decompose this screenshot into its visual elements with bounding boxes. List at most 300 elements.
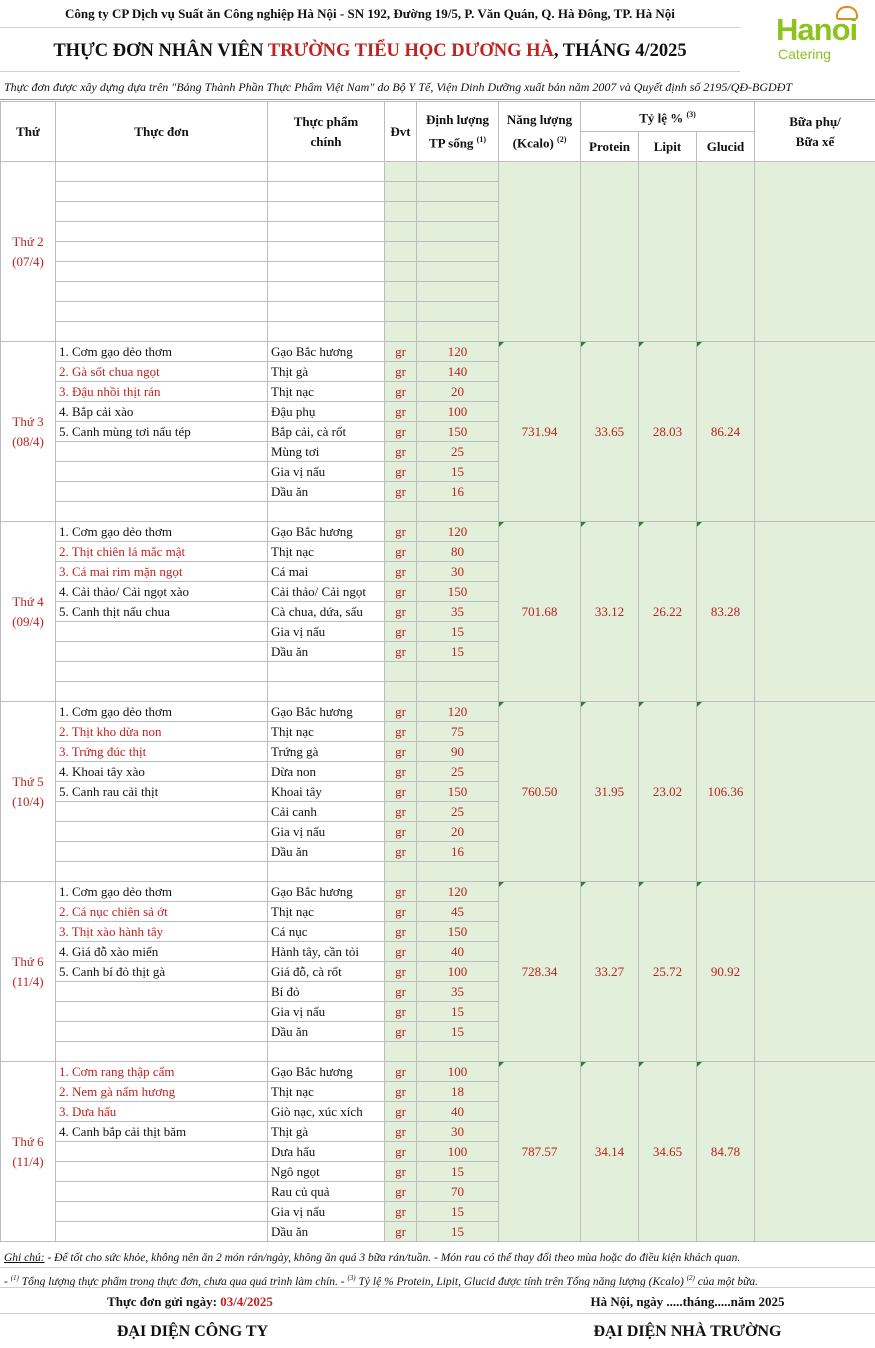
col-protein: Protein [581, 132, 639, 162]
col-thuc-pham-line1: Thực phẩm [293, 113, 359, 129]
food-cell: Thịt nạc [268, 1082, 385, 1102]
logo-subtext: Catering [778, 46, 831, 62]
dish-cell [56, 322, 268, 342]
unit-cell: gr [385, 482, 417, 502]
dish-cell: 4. Cải thảo/ Cải ngọt xào [56, 582, 268, 602]
dish-cell: 3. Dưa hấu [56, 1102, 268, 1122]
food-cell [268, 182, 385, 202]
energy-value: 760.50 [499, 702, 581, 882]
glucid-value: 83.28 [697, 522, 755, 702]
unit-cell: gr [385, 642, 417, 662]
day-cell [1, 1062, 56, 1242]
dish-cell [56, 842, 268, 862]
unit-cell: gr [385, 1202, 417, 1222]
dish-cell [56, 502, 268, 522]
day-date: (08/4) [12, 433, 44, 449]
dish-cell: 4. Canh bắp cải thịt băm [56, 1122, 268, 1142]
food-cell: Thịt nạc [268, 902, 385, 922]
unit-cell: gr [385, 1002, 417, 1022]
dish-cell: 3. Cá mai rim mặn ngọt [56, 562, 268, 582]
food-cell [268, 662, 385, 682]
quantity-cell: 120 [417, 342, 499, 362]
quantity-cell: 80 [417, 542, 499, 562]
unit-cell: gr [385, 822, 417, 842]
unit-cell [385, 862, 417, 882]
dish-cell: 2. Thịt kho dừa non [56, 722, 268, 742]
protein-value: 33.27 [581, 882, 639, 1062]
source-note: Thực đơn được xây dựng dựa trên "Bảng Thành Phần Thực Phẩm Việt Nam" do Bộ Y Tế, Viện Dinh Dưỡng xuất bản năm 2007 và Quyết định số 2195/QĐ-BGDĐT [0, 72, 875, 100]
col-thu: Thứ [1, 102, 56, 162]
col-glucid: Glucid [697, 132, 755, 162]
dish-cell [56, 1022, 268, 1042]
food-cell: Khoai tây [268, 782, 385, 802]
quantity-cell: 100 [417, 1062, 499, 1082]
quantity-cell: 16 [417, 482, 499, 502]
date-row [0, 1290, 875, 1314]
representatives-row [0, 1318, 875, 1346]
note-label: Ghi chú: [4, 1252, 45, 1264]
quantity-cell: 150 [417, 922, 499, 942]
quantity-cell [417, 162, 499, 182]
col-ty-le-sup: (3) [686, 109, 696, 119]
unit-cell [385, 182, 417, 202]
dish-cell: 5. Canh rau cải thịt [56, 782, 268, 802]
hanoi-catering-logo [760, 6, 870, 68]
day-cell [1, 162, 56, 342]
unit-cell [385, 202, 417, 222]
day-label: Thứ 3 [12, 413, 44, 429]
food-cell: Gia vị nấu [268, 622, 385, 642]
day-label: Thứ 5 [12, 773, 44, 789]
col-dinh-luong-line2: TP sống [428, 135, 474, 151]
unit-cell: gr [385, 722, 417, 742]
quantity-cell: 100 [417, 1142, 499, 1162]
quantity-cell: 140 [417, 362, 499, 382]
table-row [1, 702, 875, 722]
unit-cell: gr [385, 382, 417, 402]
unit-cell: gr [385, 622, 417, 642]
quantity-cell: 45 [417, 902, 499, 922]
unit-cell: gr [385, 1062, 417, 1082]
dish-cell: 1. Cơm gạo dẻo thơm [56, 882, 268, 902]
protein-value: 33.12 [581, 522, 639, 702]
food-cell: Cá nục [268, 922, 385, 942]
col-nang-luong-line1: Năng lượng [506, 111, 573, 127]
menu-table [0, 101, 875, 1242]
dish-cell [56, 442, 268, 462]
unit-cell [385, 682, 417, 702]
unit-cell: gr [385, 362, 417, 382]
food-cell: Thịt gà [268, 362, 385, 382]
col-dinh-luong-sup: (1) [476, 134, 486, 144]
lipit-value: 34.65 [639, 1062, 697, 1242]
col-nang-luong-sup: (2) [557, 134, 567, 144]
unit-cell: gr [385, 462, 417, 482]
unit-cell [385, 322, 417, 342]
quantity-cell: 40 [417, 942, 499, 962]
glucid-value: 90.92 [697, 882, 755, 1062]
dish-cell [56, 862, 268, 882]
unit-cell: gr [385, 342, 417, 362]
quantity-cell: 30 [417, 1122, 499, 1142]
dish-cell [56, 282, 268, 302]
dish-cell: 3. Trứng đúc thịt [56, 742, 268, 762]
food-cell: Giò nạc, xúc xích [268, 1102, 385, 1122]
quantity-cell [417, 242, 499, 262]
food-cell [268, 302, 385, 322]
note-text-2c: Tỷ lệ % Protein, Lipit, Glucid được tính trên Tổng năng lượng (Kcalo) [355, 1275, 687, 1288]
unit-cell [385, 662, 417, 682]
dish-cell: 4. Khoai tây xào [56, 762, 268, 782]
col-nang-luong [499, 102, 581, 162]
quantity-cell [417, 502, 499, 522]
food-cell [268, 242, 385, 262]
quantity-cell: 35 [417, 602, 499, 622]
quantity-cell [417, 282, 499, 302]
dish-cell [56, 802, 268, 822]
unit-cell: gr [385, 402, 417, 422]
quantity-cell [417, 222, 499, 242]
day-date: (09/4) [12, 613, 44, 629]
day-label: Thứ 4 [12, 593, 44, 609]
quantity-cell: 70 [417, 1182, 499, 1202]
unit-cell [385, 302, 417, 322]
day-cell [1, 522, 56, 702]
glucid-value: 84.78 [697, 1062, 755, 1242]
protein-value: 33.65 [581, 342, 639, 522]
unit-cell: gr [385, 1142, 417, 1162]
dish-cell: 1. Cơm rang thập cẩm [56, 1062, 268, 1082]
table-row [1, 1062, 875, 1082]
unit-cell: gr [385, 782, 417, 802]
food-cell: Cá mai [268, 562, 385, 582]
dish-cell: 2. Cá nục chiên sả ớt [56, 902, 268, 922]
logo-text: Hanoi [776, 12, 858, 47]
unit-cell [385, 242, 417, 262]
snack-cell [755, 162, 875, 342]
quantity-cell: 120 [417, 702, 499, 722]
quantity-cell: 25 [417, 762, 499, 782]
table-row [1, 342, 875, 362]
food-cell [268, 322, 385, 342]
food-cell: Rau củ quả [268, 1182, 385, 1202]
day-label: Thứ 2 [12, 233, 44, 249]
note-sup-1: (1) [10, 1274, 19, 1282]
unit-cell [385, 282, 417, 302]
day-date: (11/4) [12, 1153, 44, 1169]
quantity-cell: 150 [417, 782, 499, 802]
unit-cell: gr [385, 962, 417, 982]
food-cell: Gia vị nấu [268, 1202, 385, 1222]
quantity-cell: 120 [417, 522, 499, 542]
unit-cell: gr [385, 762, 417, 782]
dish-cell: 3. Thịt xào hành tây [56, 922, 268, 942]
food-cell: Mùng tơi [268, 442, 385, 462]
food-cell [268, 222, 385, 242]
col-nang-luong-line2: (Kcalo) [512, 135, 554, 151]
quantity-cell: 15 [417, 1002, 499, 1022]
page-title [0, 28, 740, 72]
dish-cell [56, 182, 268, 202]
quantity-cell [417, 322, 499, 342]
col-lipit: Lipit [639, 132, 697, 162]
note-text-1: - Để tốt cho sức khỏe, không nên ăn 2 món rán/ngày, không ăn quá 3 bữa rán/tuần. - Món rau có thể thay đổi theo mùa hoặc do điều kiện khách quan. [44, 1252, 741, 1264]
company-info: Công ty CP Dịch vụ Suất ăn Công nghiệp Hà Nội - SN 192, Đường 19/5, P. Văn Quán, Q. Hà Đông, TP. Hà Nội [0, 0, 740, 28]
quantity-cell: 100 [417, 962, 499, 982]
quantity-cell: 25 [417, 442, 499, 462]
day-date: (10/4) [12, 793, 44, 809]
dish-cell: 2. Thịt chiên lá mắc mật [56, 542, 268, 562]
snack-cell [755, 522, 875, 702]
food-cell: Ngô ngọt [268, 1162, 385, 1182]
unit-cell: gr [385, 562, 417, 582]
col-bua-phu [755, 102, 875, 162]
dish-cell: 5. Canh thịt nấu chua [56, 602, 268, 622]
quantity-cell: 35 [417, 982, 499, 1002]
snack-cell [755, 1062, 875, 1242]
quantity-cell [417, 1042, 499, 1062]
dish-cell [56, 202, 268, 222]
dish-cell: 5. Canh mùng tơi nấu tép [56, 422, 268, 442]
food-cell: Gạo Bắc hương [268, 522, 385, 542]
food-cell: Đậu phụ [268, 402, 385, 422]
quantity-cell: 18 [417, 1082, 499, 1102]
day-cell [1, 702, 56, 882]
food-cell: Dừa non [268, 762, 385, 782]
quantity-cell [417, 202, 499, 222]
lipit-value: 25.72 [639, 882, 697, 1062]
quantity-cell: 40 [417, 1102, 499, 1122]
dish-cell: 3. Đậu nhồi thịt rán [56, 382, 268, 402]
unit-cell [385, 1042, 417, 1062]
day-label: Thứ 6 [12, 953, 44, 969]
food-cell: Thịt nạc [268, 542, 385, 562]
sent-date [0, 1290, 380, 1314]
unit-cell: gr [385, 422, 417, 442]
col-thuc-pham [268, 102, 385, 162]
col-ty-le-label: Tỷ lệ % [639, 110, 684, 126]
food-cell: Gạo Bắc hương [268, 342, 385, 362]
food-cell: Gia vị nấu [268, 462, 385, 482]
day-date: (11/4) [12, 973, 44, 989]
quantity-cell: 15 [417, 1202, 499, 1222]
day-cell [1, 882, 56, 1062]
dish-cell [56, 242, 268, 262]
food-cell [268, 282, 385, 302]
dish-cell [56, 462, 268, 482]
glucid-value: 106.36 [697, 702, 755, 882]
unit-cell: gr [385, 582, 417, 602]
note-sup-3: (3) [347, 1274, 356, 1282]
unit-cell: gr [385, 902, 417, 922]
table-row [1, 162, 875, 182]
food-cell: Hành tây, cần tỏi [268, 942, 385, 962]
glucid-value: 86.24 [697, 342, 755, 522]
note-line-2 [0, 1268, 875, 1288]
food-cell: Dầu ăn [268, 482, 385, 502]
unit-cell: gr [385, 842, 417, 862]
dish-cell [56, 302, 268, 322]
unit-cell: gr [385, 742, 417, 762]
quantity-cell: 15 [417, 1022, 499, 1042]
dish-cell: 2. Nem gà nấm hương [56, 1082, 268, 1102]
dish-cell: 2. Gà sốt chua ngọt [56, 362, 268, 382]
unit-cell: gr [385, 982, 417, 1002]
dish-cell [56, 1222, 268, 1242]
food-cell: Dầu ăn [268, 842, 385, 862]
unit-cell: gr [385, 702, 417, 722]
quantity-cell [417, 302, 499, 322]
rep-school: ĐẠI DIỆN NHÀ TRƯỜNG [593, 1323, 782, 1340]
dish-cell [56, 982, 268, 1002]
energy-value: 728.34 [499, 882, 581, 1062]
protein-value [581, 162, 639, 342]
note-sup-2: (2) [686, 1274, 695, 1282]
food-cell: Dưa hấu [268, 1142, 385, 1162]
dish-cell [56, 1002, 268, 1022]
energy-value: 701.68 [499, 522, 581, 702]
food-cell: Cà chua, dứa, sấu [268, 602, 385, 622]
quantity-cell: 16 [417, 842, 499, 862]
food-cell [268, 202, 385, 222]
food-cell: Thịt nạc [268, 722, 385, 742]
quantity-cell: 150 [417, 422, 499, 442]
unit-cell: gr [385, 1182, 417, 1202]
table-row [1, 882, 875, 902]
food-cell [268, 502, 385, 522]
dish-cell [56, 662, 268, 682]
dish-cell [56, 482, 268, 502]
food-cell [268, 682, 385, 702]
lipit-value: 23.02 [639, 702, 697, 882]
day-cell [1, 342, 56, 522]
unit-cell: gr [385, 1022, 417, 1042]
food-cell: Dầu ăn [268, 642, 385, 662]
dish-cell [56, 162, 268, 182]
dish-cell [56, 262, 268, 282]
food-cell: Gạo Bắc hương [268, 702, 385, 722]
food-cell: Gạo Bắc hương [268, 1062, 385, 1082]
unit-cell: gr [385, 1122, 417, 1142]
snack-cell [755, 702, 875, 882]
unit-cell [385, 262, 417, 282]
quantity-cell: 120 [417, 882, 499, 902]
rep-company: ĐẠI DIỆN CÔNG TY [116, 1323, 269, 1340]
dish-cell [56, 822, 268, 842]
col-thuc-don: Thực đơn [56, 102, 268, 162]
dish-cell [56, 682, 268, 702]
unit-cell: gr [385, 522, 417, 542]
quantity-cell: 15 [417, 462, 499, 482]
food-cell: Dầu ăn [268, 1022, 385, 1042]
note-line-1 [0, 1248, 875, 1268]
lipit-value [639, 162, 697, 342]
sent-date-value: 03/4/2025 [220, 1294, 273, 1309]
col-bua-phu-line2: Bữa xế [795, 133, 835, 149]
dish-cell: 1. Cơm gạo dẻo thơm [56, 522, 268, 542]
lipit-value: 28.03 [639, 342, 697, 522]
food-cell: Bắp cải, cà rốt [268, 422, 385, 442]
food-cell: Gạo Bắc hương [268, 882, 385, 902]
col-thuc-pham-line2: chính [310, 133, 342, 149]
unit-cell: gr [385, 602, 417, 622]
food-cell: Gia vị nấu [268, 822, 385, 842]
title-school: TRƯỜNG TIỂU HỌC DƯƠNG HÀ [267, 41, 554, 61]
snack-cell [755, 882, 875, 1062]
quantity-cell: 15 [417, 622, 499, 642]
note-text-2d: của một bữa. [694, 1275, 758, 1288]
unit-cell: gr [385, 922, 417, 942]
food-cell: Cải canh [268, 802, 385, 822]
quantity-cell [417, 682, 499, 702]
day-date: (07/4) [12, 253, 44, 269]
place-date: Hà Nội, ngày .....tháng.....năm 2025 [590, 1294, 785, 1309]
quantity-cell: 15 [417, 1162, 499, 1182]
sent-label: Thực đơn gửi ngày: [107, 1294, 221, 1309]
title-suffix: , THÁNG 4/2025 [553, 41, 687, 61]
protein-value: 34.14 [581, 1062, 639, 1242]
col-bua-phu-line1: Bữa phụ/ [789, 113, 841, 129]
quantity-cell: 20 [417, 382, 499, 402]
dish-cell [56, 1162, 268, 1182]
unit-cell: gr [385, 1102, 417, 1122]
menu-body [1, 162, 875, 1242]
unit-cell: gr [385, 802, 417, 822]
dish-cell [56, 1142, 268, 1162]
food-cell [268, 862, 385, 882]
quantity-cell: 90 [417, 742, 499, 762]
energy-value [499, 162, 581, 342]
lipit-value: 26.22 [639, 522, 697, 702]
unit-cell: gr [385, 1222, 417, 1242]
food-cell: Cải thảo/ Cải ngọt [268, 582, 385, 602]
dish-cell [56, 1042, 268, 1062]
dish-cell: 4. Giá đỗ xào miến [56, 942, 268, 962]
food-cell: Bí đỏ [268, 982, 385, 1002]
unit-cell: gr [385, 442, 417, 462]
quantity-cell [417, 262, 499, 282]
note-text-2a: - [4, 1275, 11, 1288]
quantity-cell: 25 [417, 802, 499, 822]
col-dvt: Đvt [385, 102, 417, 162]
energy-value: 787.57 [499, 1062, 581, 1242]
quantity-cell: 100 [417, 402, 499, 422]
quantity-cell: 30 [417, 562, 499, 582]
unit-cell: gr [385, 882, 417, 902]
quantity-cell: 15 [417, 642, 499, 662]
col-dinh-luong [417, 102, 499, 162]
food-cell: Dầu ăn [268, 1222, 385, 1242]
day-label: Thứ 6 [12, 1133, 44, 1149]
food-cell: Gia vị nấu [268, 1002, 385, 1022]
dish-cell [56, 1182, 268, 1202]
dish-cell: 4. Bắp cải xào [56, 402, 268, 422]
col-dinh-luong-line1: Định lượng [425, 111, 490, 127]
quantity-cell [417, 662, 499, 682]
unit-cell: gr [385, 1162, 417, 1182]
unit-cell: gr [385, 942, 417, 962]
quantity-cell: 75 [417, 722, 499, 742]
title-prefix: THỰC ĐƠN NHÂN VIÊN [53, 41, 268, 61]
col-ty-le [581, 102, 755, 132]
notes [0, 1248, 875, 1288]
quantity-cell: 20 [417, 822, 499, 842]
dish-cell: 1. Cơm gạo dẻo thơm [56, 342, 268, 362]
food-cell: Thịt nạc [268, 382, 385, 402]
snack-cell [755, 342, 875, 522]
unit-cell [385, 502, 417, 522]
unit-cell [385, 162, 417, 182]
